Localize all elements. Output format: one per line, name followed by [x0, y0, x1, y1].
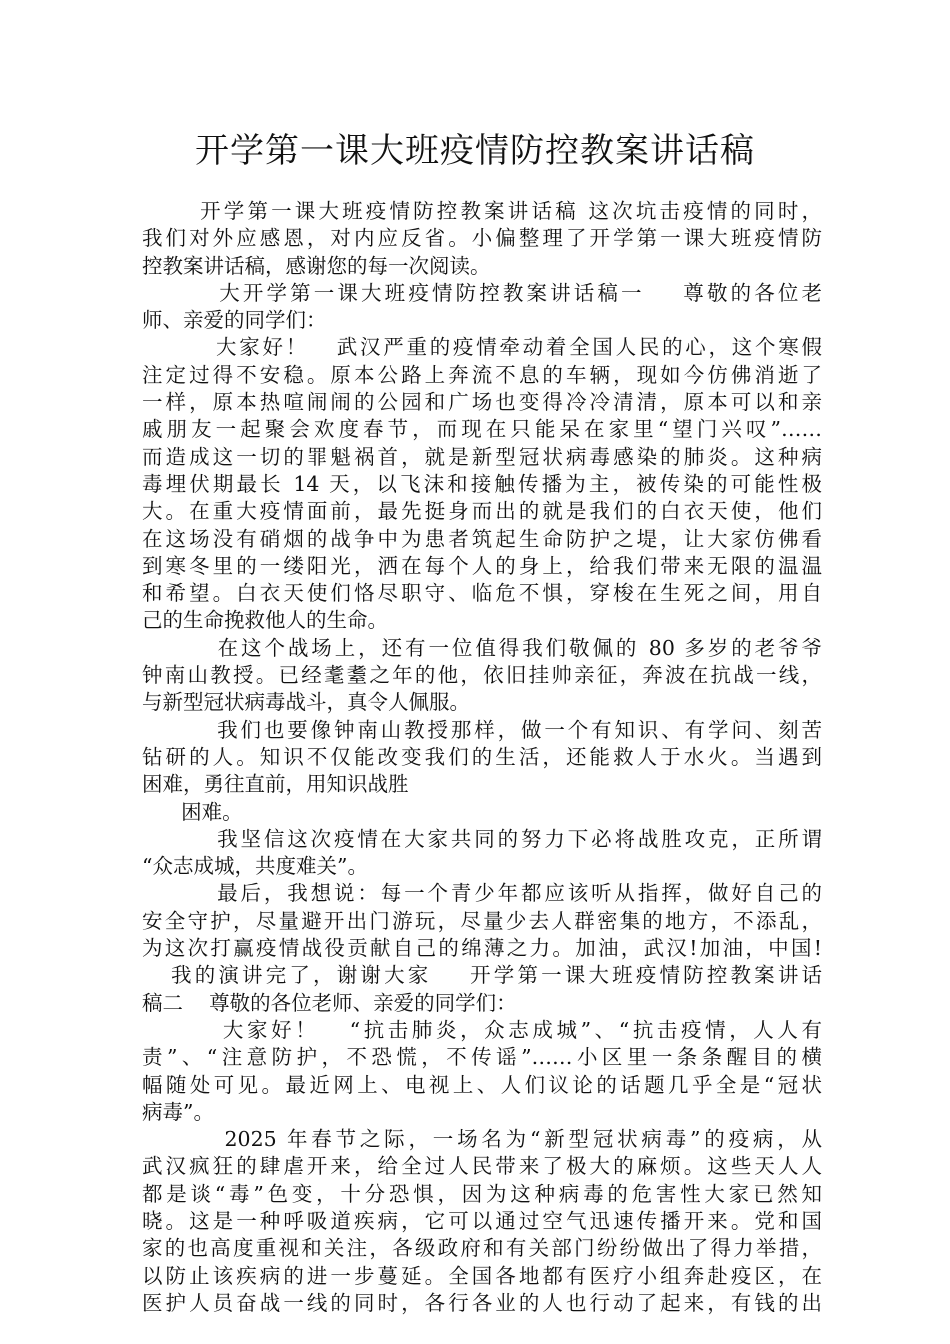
- text-line: 钻研的人。知识不仅能改变我们的生活，还能救人于水火。当遇到: [142, 744, 822, 769]
- text-line: 晓。这是一种呼吸道疾病，它可以通过空气迅速传播开来。党和国: [142, 1208, 822, 1233]
- text-line: 安全守护，尽量避开出门游玩，尽量少去人群密集的地方，不添乱，: [142, 908, 822, 933]
- text-line: 困难，勇往直前，用知识战胜: [142, 772, 409, 797]
- text-line: 稿二 尊敬的各位老师、亲爱的同学们：: [142, 990, 517, 1015]
- text-line: 一样，原本热喧闹闹的公园和广场也变得冷冷清清，原本可以和亲: [142, 390, 822, 415]
- text-line: 以防止该疾病的进一步蔓延。全国各地都有医疗小组奔赴疫区，在: [142, 1263, 822, 1288]
- text-line: 都是谈“毒”色变，十分恐惧，因为这种病毒的危害性大家已然知: [142, 1181, 822, 1206]
- text-line: 武汉疯狂的肆虐开来，给全过人民带来了极大的麻烦。这些天人人: [142, 1154, 822, 1179]
- text-line: 注定过得不安稳。原本公路上奔流不息的车辆，现如今仿佛消逝了: [142, 362, 822, 387]
- text-line: 我坚信这次疫情在大家共同的努力下必将战胜攻克，正所谓: [142, 826, 822, 851]
- text-line: 戚朋友一起聚会欢度春节，而现在只能呆在家里“望门兴叹”……: [142, 417, 822, 442]
- text-line: 医护人员奋战一线的同时，各行各业的人也行动了起来，有钱的出: [142, 1290, 822, 1315]
- text-line: 与新型冠状病毒战斗，真令人佩服。: [142, 690, 470, 715]
- text-line: 为这次打赢疫情战役贡献自己的绵薄之力。加油，武汉!加油，中国!: [142, 936, 822, 961]
- text-line: 困难。: [142, 799, 243, 824]
- text-line: 家的也高度重视和关注，各级政府和有关部门纷纷做出了得力举措，: [142, 1236, 822, 1261]
- text-line: 到寒冬里的一缕阳光，洒在每个人的身上，给我们带来无限的温温: [142, 553, 822, 578]
- text-line: 大家好！ “抗击肺炎，众志成城”、“抗击疫情，人人有: [142, 1017, 822, 1042]
- text-line: 大开学第一课大班疫情防控教案讲话稿一 尊敬的各位老: [142, 280, 822, 305]
- text-line: 钟南山教授。已经耄耋之年的他，依旧挂帅亲征，奔波在抗战一线，: [142, 663, 822, 688]
- text-line: 最后，我想说：每一个青少年都应该听从指挥，做好自己的: [142, 881, 822, 906]
- text-line: 幅随处可见。最近网上、电视上、人们议论的话题几乎全是“冠状: [142, 1072, 822, 1097]
- text-line: 2025 年春节之际，一场名为“新型冠状病毒”的疫病，从: [142, 1127, 822, 1152]
- text-line: 我们也要像钟南山教授那样，做一个有知识、有学问、刻苦: [142, 717, 822, 742]
- text-line: 控教案讲话稿，感谢您的每一次阅读。: [142, 253, 491, 278]
- document-title: 开学第一课大班疫情防控教案讲话稿: [195, 131, 755, 171]
- text-line: 在这个战场上，还有一位值得我们敬佩的 80 多岁的老爷爷: [142, 635, 822, 660]
- text-line: 在这场没有硝烟的战争中为患者筑起生命防护之堤，让大家仿佛看: [142, 526, 822, 551]
- text-line: 师、亲爱的同学们：: [142, 308, 327, 333]
- text-line: 大。在重大疫情面前，最先挺身而出的就是我们的白衣天使，他们: [142, 499, 822, 524]
- text-line: 病毒”。: [142, 1099, 214, 1124]
- text-line: 我们对外应感恩，对内应反省。小偏整理了开学第一课大班疫情防: [142, 226, 822, 251]
- text-line: 责”、“注意防护，不恐慌，不传谣”……小区里一条条醒目的横: [142, 1045, 822, 1070]
- text-line: 己的生命挽救他人的生命。: [142, 608, 388, 633]
- text-line: 大家好！ 武汉严重的疫情牵动着全国人民的心，这个寒假: [142, 335, 822, 360]
- text-line: 开学第一课大班疫情防控教案讲话稿 这次坑击疫情的同时，: [142, 199, 822, 223]
- document-body: [142, 198, 822, 1317]
- text-line: 我的演讲完了，谢谢大家 开学第一课大班疫情防控教案讲话: [142, 963, 822, 988]
- text-line: 而造成这一切的罪魁祸首，就是新型冠状病毒感染的肺炎。这种病: [142, 444, 822, 469]
- text-line: 毒埋伏期最长 14 天，以飞沫和接触传播为主，被传染的可能性极: [142, 471, 822, 496]
- text-line: “众志成城，共度难关”。: [142, 854, 368, 879]
- text-line: 和希望。白衣天使们恪尽职守、临危不惧，穿梭在生死之间，用自: [142, 581, 822, 606]
